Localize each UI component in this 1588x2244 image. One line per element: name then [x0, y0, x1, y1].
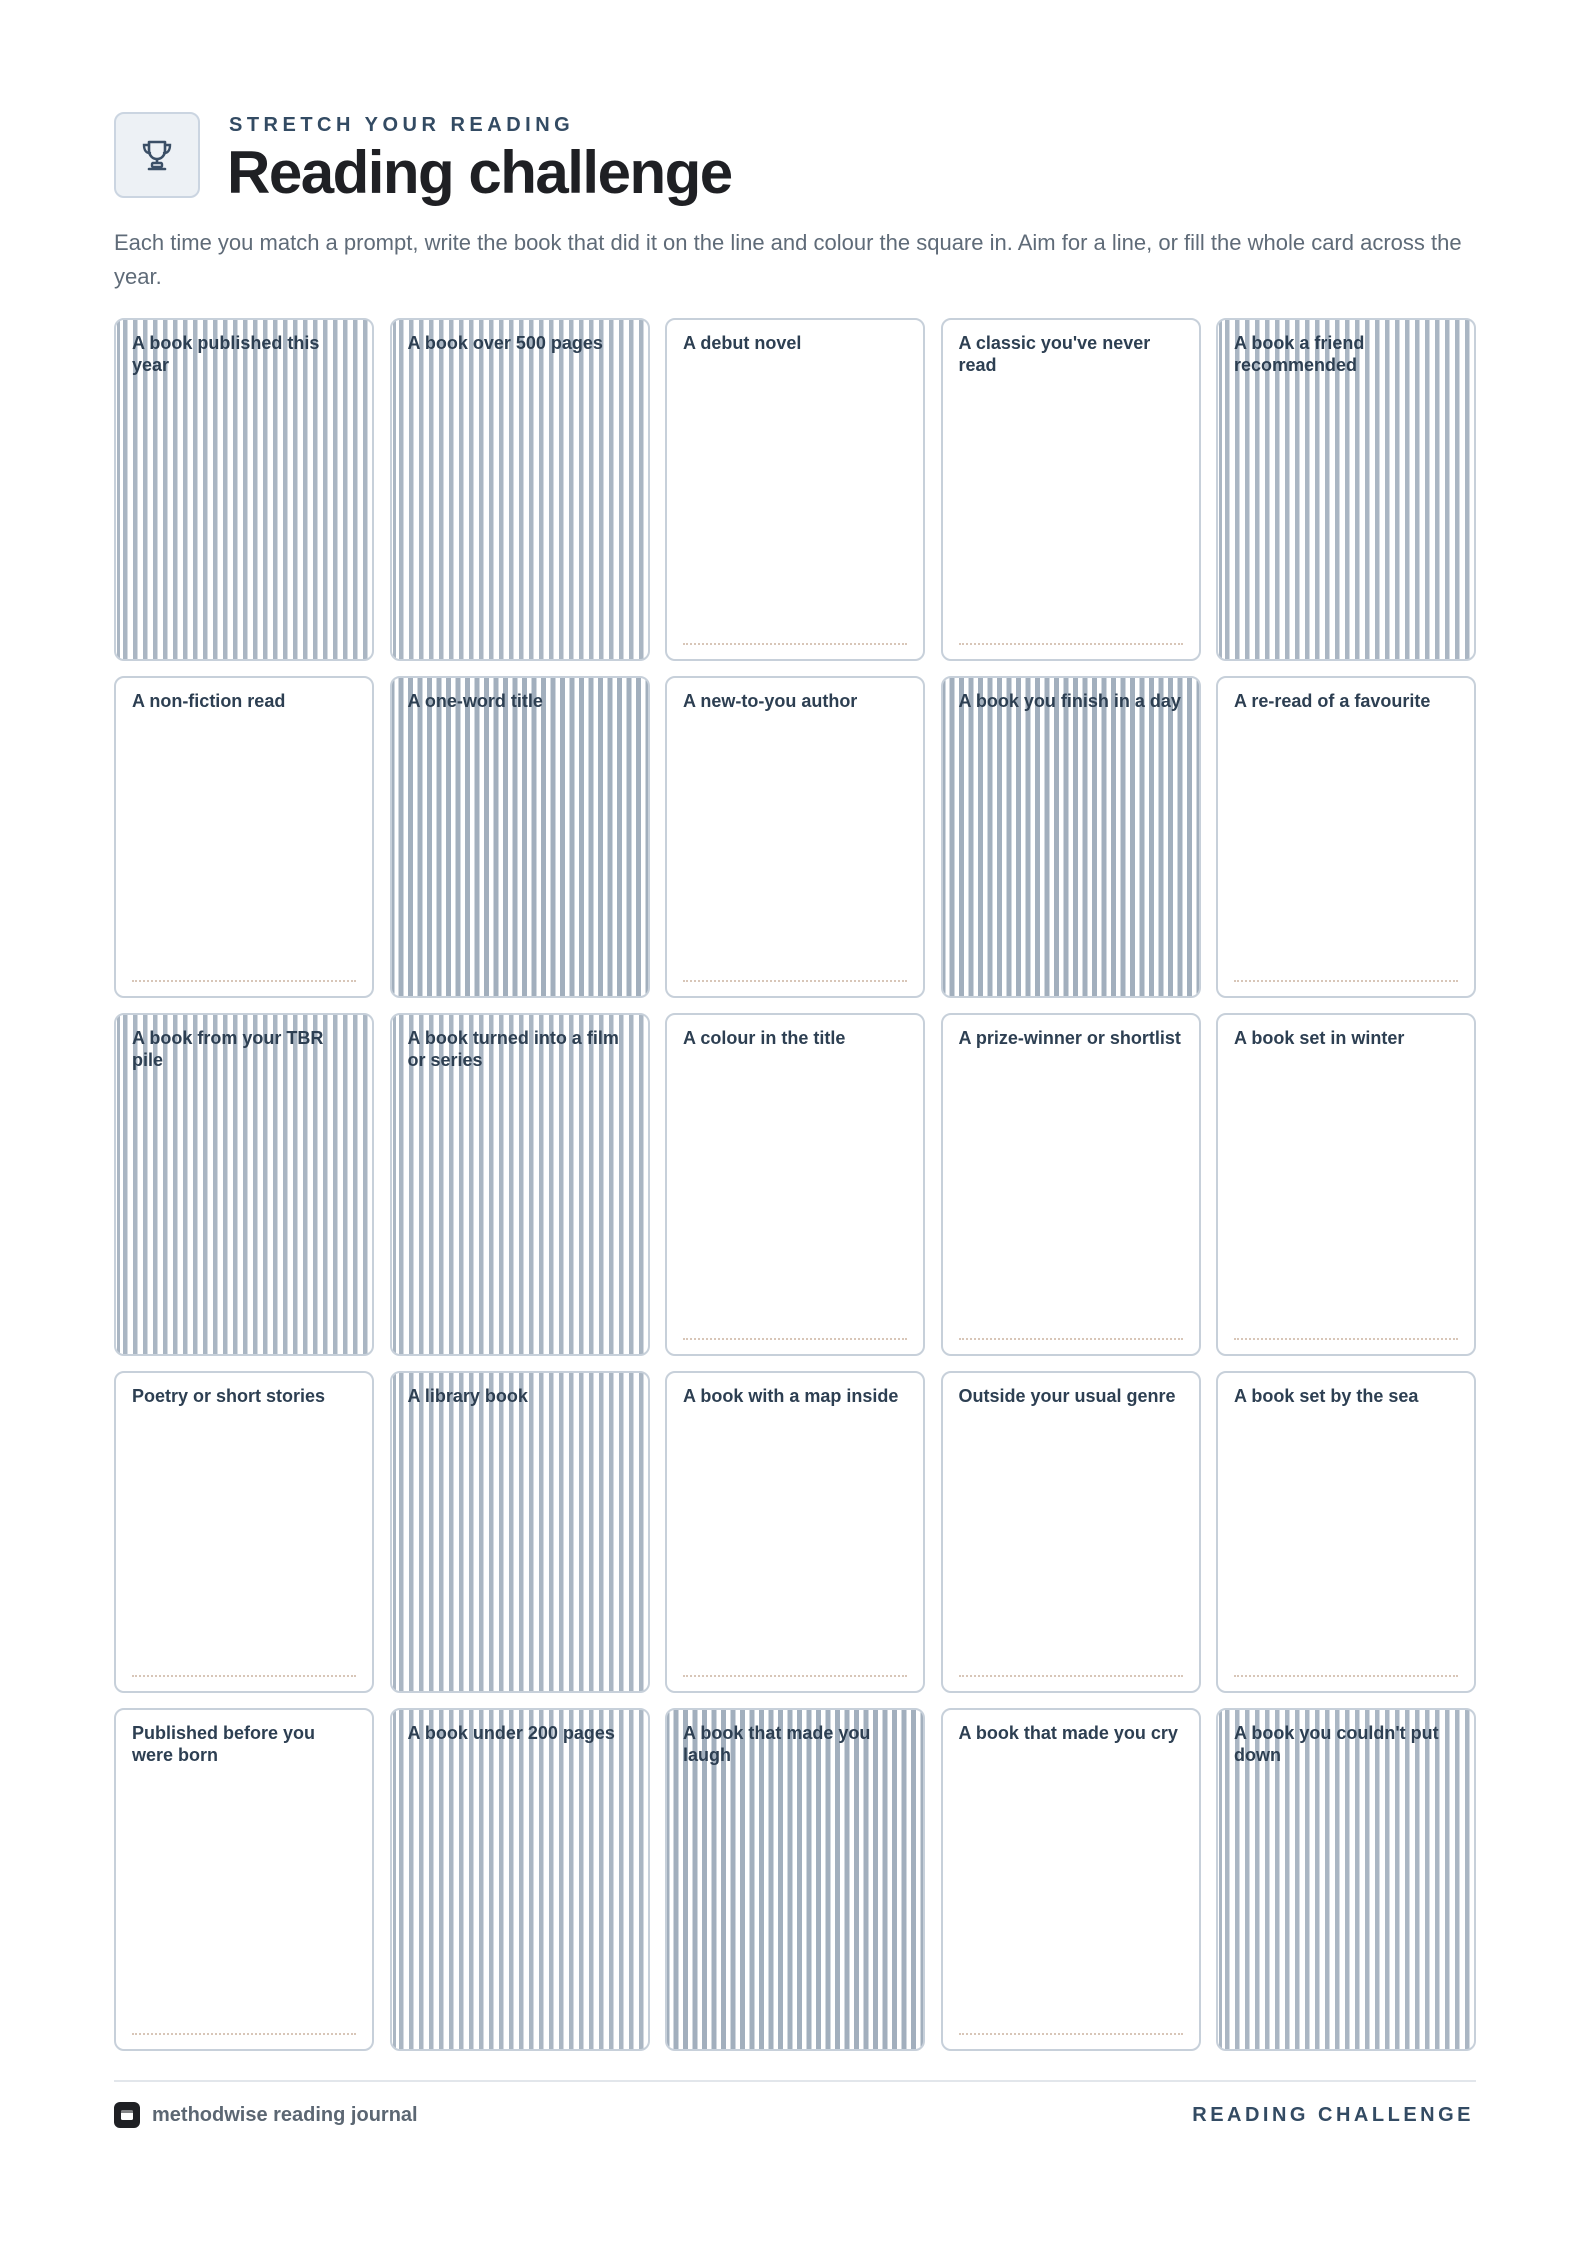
challenge-square[interactable]	[665, 676, 925, 998]
challenge-prompt: A book published this year	[132, 333, 320, 375]
challenge-prompt: A prize-winner or shortlist	[958, 1028, 1181, 1048]
challenge-square[interactable]	[390, 1013, 650, 1356]
challenge-prompt: A book under 200 pages	[407, 1723, 615, 1743]
book-title-line[interactable]	[959, 1675, 1183, 1677]
trophy-badge	[114, 112, 200, 198]
footer-divider	[114, 2080, 1476, 2082]
challenge-prompt: A debut novel	[683, 333, 802, 353]
challenge-square[interactable]	[1216, 676, 1476, 998]
book-title-line[interactable]	[132, 980, 356, 982]
challenge-square[interactable]	[114, 318, 374, 661]
challenge-square[interactable]	[665, 318, 925, 661]
challenge-prompt: A book set in winter	[1234, 1028, 1405, 1048]
book-title-line[interactable]	[1234, 1675, 1458, 1677]
footer-brand-label: methodwise reading journal	[152, 2103, 418, 2126]
book-title-line[interactable]	[959, 643, 1183, 645]
challenge-square[interactable]	[114, 1371, 374, 1693]
book-title-line[interactable]	[683, 643, 907, 645]
challenge-prompt: Published before you were born	[132, 1723, 316, 1765]
trophy-icon	[137, 135, 177, 175]
challenge-prompt: A non-fiction read	[132, 691, 286, 711]
challenge-square[interactable]	[1216, 1013, 1476, 1356]
eyebrow-label: STRETCH YOUR READING	[229, 114, 575, 136]
challenge-square[interactable]	[114, 676, 374, 998]
challenge-square[interactable]	[665, 1013, 925, 1356]
challenge-prompt: A re-read of a favourite	[1234, 691, 1431, 711]
challenge-prompt: A book that made you cry	[958, 1723, 1178, 1743]
challenge-prompt: A one-word title	[407, 691, 543, 711]
challenge-prompt: A classic you've never read	[958, 333, 1151, 375]
challenge-square[interactable]	[665, 1371, 925, 1693]
challenge-prompt: A library book	[407, 1386, 528, 1406]
challenge-square[interactable]	[390, 318, 650, 661]
challenge-square[interactable]	[941, 318, 1201, 661]
challenge-grid	[114, 318, 1476, 2051]
notebook-icon	[114, 2102, 140, 2128]
challenge-square[interactable]	[390, 1708, 650, 2051]
book-title-line[interactable]	[132, 2033, 356, 2035]
challenge-prompt: A colour in the title	[683, 1028, 846, 1048]
challenge-prompt: Outside your usual genre	[958, 1386, 1176, 1406]
challenge-square[interactable]	[941, 1708, 1201, 2051]
page-description: Each time you match a prompt, write the book that did it on the line and colour the square in. Aim for a line, or fill the whole card across the year.	[114, 230, 1462, 289]
challenge-prompt: A book with a map inside	[683, 1386, 899, 1406]
challenge-square[interactable]	[665, 1708, 925, 2051]
challenge-square[interactable]	[1216, 1371, 1476, 1693]
book-title-line[interactable]	[683, 980, 907, 982]
challenge-prompt: Poetry or short stories	[132, 1386, 326, 1406]
challenge-prompt: A book a friend recommended	[1234, 333, 1365, 375]
challenge-square[interactable]	[941, 1371, 1201, 1693]
book-title-line[interactable]	[1234, 1338, 1458, 1340]
challenge-prompt: A book that made you laugh	[683, 1723, 871, 1765]
book-title-line[interactable]	[959, 1338, 1183, 1340]
challenge-square[interactable]	[941, 1013, 1201, 1356]
challenge-square[interactable]	[114, 1708, 374, 2051]
book-title-line[interactable]	[959, 2033, 1183, 2035]
footer-section-label: READING CHALLENGE	[1192, 2104, 1474, 2126]
book-title-line[interactable]	[1234, 980, 1458, 982]
challenge-square[interactable]	[114, 1013, 374, 1356]
page-header	[114, 112, 1474, 206]
challenge-square[interactable]	[390, 1371, 650, 1693]
book-title-line[interactable]	[683, 1675, 907, 1677]
page-title: Reading challenge	[227, 139, 732, 206]
book-title-line[interactable]	[132, 1675, 356, 1677]
challenge-prompt: A book you finish in a day	[958, 691, 1181, 711]
challenge-prompt: A book you couldn't put down	[1234, 1723, 1439, 1765]
challenge-prompt: A book turned into a film or series	[407, 1028, 619, 1070]
challenge-prompt: A new-to-you author	[683, 691, 858, 711]
challenge-square[interactable]	[1216, 1708, 1476, 2051]
challenge-square[interactable]	[390, 676, 650, 998]
challenge-prompt: A book from your TBR pile	[132, 1028, 324, 1070]
challenge-square[interactable]	[1216, 318, 1476, 661]
challenge-prompt: A book over 500 pages	[407, 333, 603, 353]
challenge-prompt: A book set by the sea	[1234, 1386, 1419, 1406]
footer-brand	[114, 2102, 418, 2128]
book-title-line[interactable]	[683, 1338, 907, 1340]
challenge-square[interactable]	[941, 676, 1201, 998]
